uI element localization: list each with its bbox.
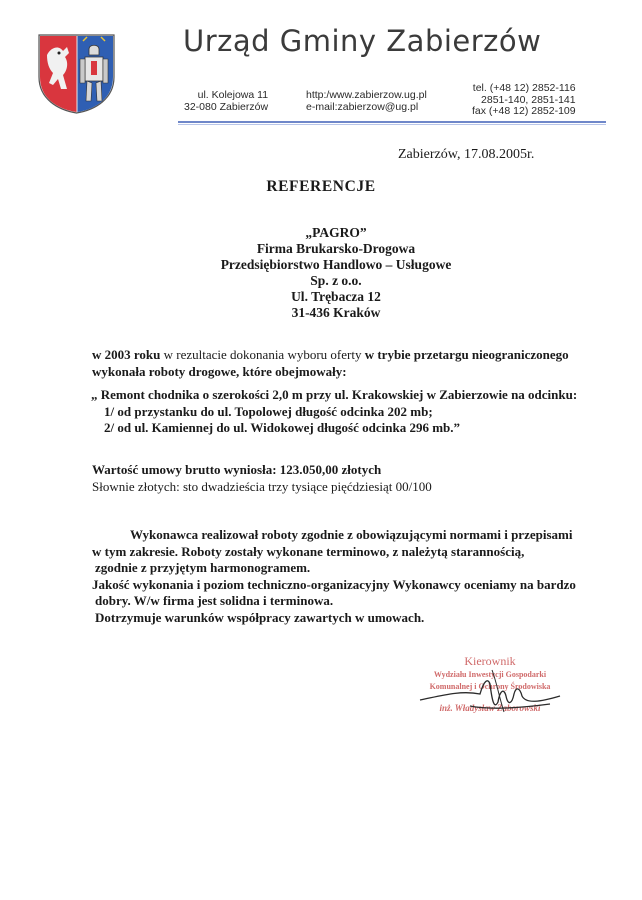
paragraph-scope bbox=[92, 347, 569, 380]
address-postal: 32-080 Zabierzów bbox=[184, 100, 269, 113]
bold-text: w 2003 roku bbox=[92, 347, 161, 362]
email-link[interactable]: e-mail:zabierzow@ug.pl bbox=[306, 100, 419, 113]
company-line: „PAGRO” bbox=[305, 225, 367, 240]
paragraph-value bbox=[92, 462, 432, 495]
company-line: Ul. Trębacza 12 bbox=[291, 289, 381, 304]
header-divider-shadow bbox=[178, 124, 606, 125]
recipient-company bbox=[196, 225, 476, 321]
stamp-title: Kierownik bbox=[464, 654, 516, 668]
phone-line-1: tel. (+48 12) 2852-116 bbox=[472, 82, 576, 94]
paragraph-line: 1/ od przystanku do ul. Topolowej długość odcinka 202 mb; bbox=[104, 403, 433, 419]
stamp-name: inż. Władysław Zaborowski bbox=[439, 703, 541, 713]
office-name: Urząd Gminy Zabierzów bbox=[183, 24, 542, 58]
office-address bbox=[184, 90, 268, 113]
paragraph-line: Dotrzymuje warunków współpracy zawartych w umowach. bbox=[95, 609, 425, 625]
paragraph-line bbox=[92, 347, 569, 364]
fax-line: fax (+48 12) 2852-109 bbox=[472, 105, 576, 117]
bold-text: w trybie przetargu nieograniczonego bbox=[364, 347, 569, 362]
company-line: 31-436 Kraków bbox=[291, 305, 381, 320]
handwritten-signature-icon bbox=[400, 660, 580, 720]
letter-title: REFERENCJE bbox=[266, 178, 376, 195]
paragraph-line: zgodnie z przyjętym harmonogramem. bbox=[95, 560, 311, 575]
header-divider bbox=[178, 121, 606, 123]
company-line: Firma Brukarsko-Drogowa bbox=[256, 241, 416, 256]
address-street: ul. Kolejowa 11 bbox=[197, 89, 269, 101]
paragraph-line: 2/ od ul. Kamiennej do ul. Widokowej długość odcinka 296 mb.” bbox=[104, 420, 461, 435]
paragraph-line: Wykonawca realizował roboty zgodnie z obowiązującymi normami i przepisami bbox=[130, 527, 573, 542]
plain-text: w rezultacie dokonania wyboru oferty bbox=[160, 347, 365, 362]
company-line: Przedsiębiorstwo Handlowo – Usługowe bbox=[220, 257, 452, 272]
office-contact-web bbox=[306, 90, 427, 113]
paragraph-line: Wartość umowy brutto wyniosła: 123.050,00 złotych bbox=[92, 462, 382, 477]
paragraph-works bbox=[91, 387, 577, 437]
paragraph-line: wykonała roboty drogowe, które obejmowały: bbox=[92, 363, 347, 379]
office-phones bbox=[472, 83, 576, 118]
paragraph-line: Słownie złotych: sto dwadzieścia trzy tysiące pięćdziesiąt 00/100 bbox=[92, 478, 432, 494]
paragraph-line: Jakość wykonania i poziom techniczno-organizacyjny Wykonawcy oceniamy na bardzo bbox=[92, 576, 576, 592]
letter-date: Zabierzów, 17.08.2005r. bbox=[398, 147, 535, 162]
paragraph-line: w tym zakresie. Roboty zostały wykonane terminowo, z należytą starannością, bbox=[92, 543, 525, 559]
website-link[interactable]: http:/www.zabierzow.ug.pl bbox=[306, 89, 427, 101]
paragraph-opinion bbox=[92, 527, 576, 626]
paragraph-line: „ Remont chodnika o szerokości 2,0 m przy ul. Krakowskiej w Zabierzowie na odcinku: bbox=[91, 387, 578, 402]
paragraph-line: dobry. W/w firma jest solidna i terminowa. bbox=[95, 593, 334, 608]
company-line: Sp. z o.o. bbox=[310, 273, 362, 288]
stamp-department-line: Wydziału Inwestycji Gospodarki bbox=[433, 670, 547, 679]
stamp-department-line: Komunalnej i Ochrony Środowiska bbox=[429, 682, 551, 691]
coat-of-arms-icon bbox=[37, 33, 116, 115]
phone-line-2: 2851-140, 2851-141 bbox=[481, 93, 576, 106]
